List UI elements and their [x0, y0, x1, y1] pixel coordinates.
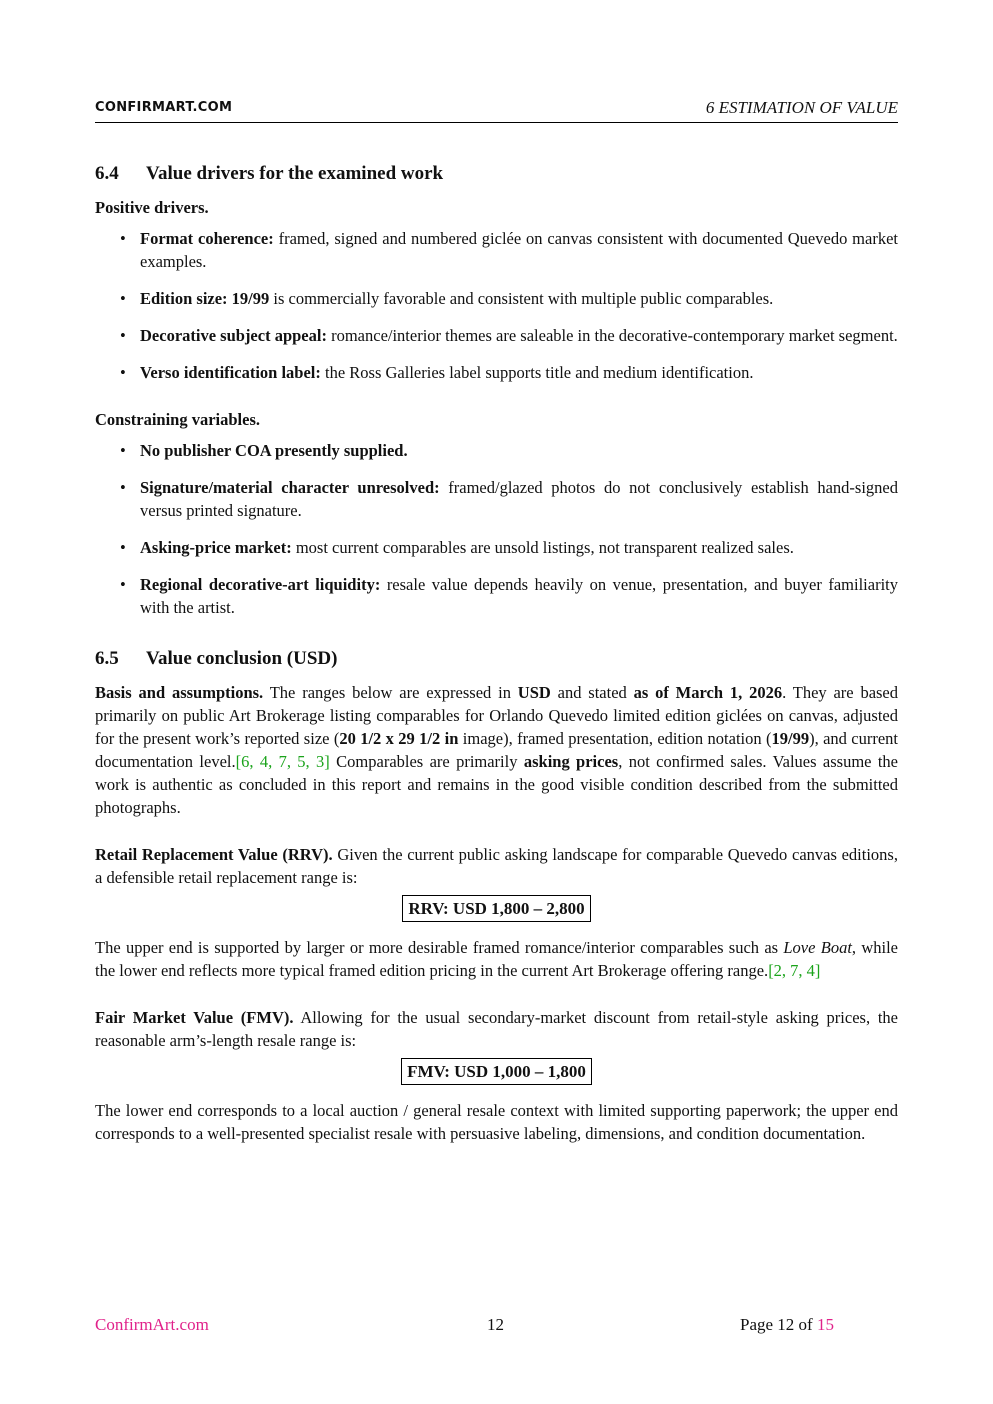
- text: Given the current public asking landscape for comparable Quevedo canvas editions, a defensible retail replacement range is:: [95, 845, 898, 887]
- text: , while the lower end reflects more typical framed edition pricing in the current Art Brokerage offering range.: [95, 938, 898, 980]
- fmv-box-wrap: [95, 1058, 898, 1085]
- item-term: Verso identification label:: [140, 363, 321, 382]
- list-item: [95, 536, 898, 559]
- list-item: [95, 439, 898, 462]
- text: Allowing for the usual secondary-market discount from retail-style asking prices, the reasonable arm’s-length resale range is:: [95, 1008, 898, 1050]
- item-term: Regional decorative-art liquidity:: [140, 575, 381, 594]
- rrv-value-box: RRV: USD 1,800 – 2,800: [402, 895, 590, 922]
- list-item: [95, 227, 898, 273]
- section-heading-6-5: [95, 645, 898, 673]
- positive-drivers-list: [95, 227, 898, 384]
- header-brand-logo: CONFIRMART.COM: [95, 100, 233, 115]
- constraining-variables-list: [95, 439, 898, 619]
- item-term: Edition size: 19/99: [140, 289, 270, 308]
- list-item: [95, 361, 898, 384]
- constraining-variables-label: Constraining variables.: [95, 410, 261, 429]
- page-content: [95, 160, 898, 1161]
- page-total-link[interactable]: 15: [816, 1315, 834, 1334]
- text: The upper end is supported by larger or more desirable framed romance/interior comparables such as: [95, 938, 784, 957]
- item-term: Format coherence:: [140, 229, 274, 248]
- edition-notation: 19/99: [771, 729, 810, 748]
- section-number: 6.4: [95, 163, 119, 184]
- text: Comparables are primarily: [329, 752, 524, 771]
- work-size: 20 1/2 x 29 1/2 in: [339, 729, 459, 748]
- list-item: [95, 573, 898, 619]
- item-text: romance/interior themes are saleable in the decorative-contemporary market segment.: [326, 326, 898, 345]
- list-item: [95, 476, 898, 522]
- citation-link[interactable]: [6, 4, 7, 5, 3]: [235, 752, 330, 771]
- list-item: [95, 324, 922, 347]
- item-term: Decorative subject appeal:: [140, 326, 327, 345]
- section-title: Value drivers for the examined work: [146, 163, 444, 184]
- text: , not confirmed sales. Values assume the work is authentic as concluded in this report and remains in the good visible condition described from the submitted photographs.: [95, 752, 899, 817]
- fmv-paragraph: [95, 1006, 898, 1052]
- rrv-paragraph: [95, 843, 898, 889]
- item-text: resale value depends heavily on venue, presentation, and buyer familiarity with the artist.: [140, 575, 898, 617]
- section-number: 6.5: [95, 648, 119, 669]
- text: ), and current documentation level.: [95, 729, 898, 771]
- list-item: [95, 287, 898, 310]
- para-label: Fair Market Value (FMV).: [95, 1008, 294, 1027]
- para-label: Basis and assumptions.: [95, 683, 264, 702]
- emphasis: asking prices: [523, 752, 619, 771]
- para-label: Retail Replacement Value (RRV).: [95, 845, 333, 864]
- section-heading-6-4: [95, 160, 898, 188]
- item-text: the Ross Galleries label supports title and medium identification.: [320, 363, 754, 382]
- section-title: Value conclusion (USD): [146, 648, 338, 669]
- text: and stated: [550, 683, 634, 702]
- item-text: is commercially favorable and consistent with multiple public comparables.: [269, 289, 774, 308]
- currency: USD: [517, 683, 551, 702]
- item-term: Asking-price market:: [140, 538, 292, 557]
- item-term: No publisher COA presently supplied.: [140, 441, 408, 460]
- work-title: Love Boat: [783, 938, 852, 957]
- rrv-explanation: [95, 936, 898, 982]
- fmv-value-box: FMV: USD 1,000 – 1,800: [401, 1058, 592, 1085]
- footer-site-link[interactable]: ConfirmArt.com: [95, 1315, 209, 1334]
- page-header: [95, 98, 898, 123]
- footer-page-number: 12: [487, 1315, 504, 1334]
- running-title: 6 ESTIMATION OF VALUE: [705, 98, 898, 117]
- item-text: framed, signed and numbered giclée on canvas consistent with documented Quevedo market examples.: [140, 229, 898, 271]
- valuation-date: as of March 1, 2026: [633, 683, 783, 702]
- page-of-text: Page 12 of: [740, 1315, 817, 1334]
- item-text: framed/glazed photos do not conclusively establish hand-signed versus printed signature.: [140, 478, 898, 520]
- fmv-explanation: The lower end corresponds to a local auction / general resale context with limited supporting paperwork; the upper end corresponds to a well-presented specialist resale with persuasive labeling, dimensions, and condition documentation.: [95, 1101, 898, 1143]
- text: . They are based primarily on public Art Brokerage listing comparables for Orlando Quevedo limited edition giclées on canvas, adjusted for the present work’s reported size (: [95, 683, 899, 748]
- item-text: most current comparables are unsold listings, not transparent realized sales.: [291, 538, 794, 557]
- text: image), framed presentation, edition notation (: [458, 729, 772, 748]
- text: The ranges below are expressed in: [263, 683, 518, 702]
- citation-link[interactable]: [2, 7, 4]: [768, 961, 821, 980]
- item-term: Signature/material character unresolved:: [140, 478, 440, 497]
- basis-paragraph: [95, 681, 898, 819]
- positive-drivers-label: Positive drivers.: [95, 198, 209, 217]
- footer-page-of: [740, 1315, 834, 1335]
- rrv-box-wrap: [95, 895, 898, 922]
